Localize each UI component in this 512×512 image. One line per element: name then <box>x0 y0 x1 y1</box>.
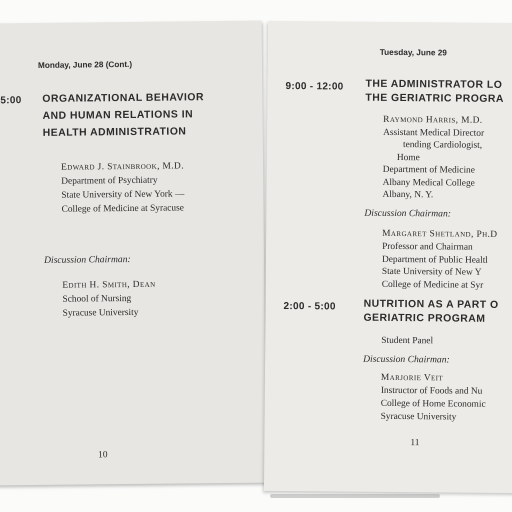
speaker-name: Raymond Harris, M.D. <box>383 114 483 126</box>
discussion-label: Discussion Chairman: <box>363 353 450 366</box>
speaker-affiliation: Albany, N. Y. <box>382 189 434 201</box>
session-title-line: ORGANIZATIONAL BEHAVIOR <box>42 92 205 105</box>
session-title-line: HEALTH ADMINISTRATION <box>42 126 187 139</box>
chairman-name: Margaret Shetland, Ph.D <box>382 228 498 240</box>
right-page <box>264 21 512 493</box>
chairman-affiliation: Syracuse University <box>380 411 457 423</box>
chairman-block <box>382 228 498 293</box>
page-number: 11 <box>410 438 420 449</box>
chairman-name: Marjorie Veit <box>380 372 444 384</box>
speaker-block <box>382 114 484 202</box>
right-page-header: Tuesday, June 29 <box>379 47 447 58</box>
discussion-label: Discussion Chairman: <box>364 207 452 220</box>
speaker-affiliation: Department of Psychiatry <box>61 175 158 187</box>
speaker-affiliation: Home <box>396 152 420 163</box>
chairman-block <box>62 278 156 321</box>
speaker-affiliation: College of Medicine at Syracuse <box>61 203 184 215</box>
session-time: 5:00 <box>0 95 22 107</box>
speaker-affiliation: tending Cardiologist, <box>402 140 483 151</box>
panel-label: Student Panel <box>381 335 434 347</box>
left-page <box>0 21 266 486</box>
session-title-line: GERIATRIC PROGRAM <box>363 312 486 325</box>
speaker-affiliation: State University of New York — <box>61 189 185 201</box>
chairman-affiliation: College of Medicine at Syr <box>381 280 484 291</box>
session-title-line: NUTRITION AS A PART O <box>363 298 499 311</box>
chairman-affiliation: Department of Public Healtl <box>381 254 488 266</box>
chairman-affiliation: Syracuse University <box>62 307 139 319</box>
chairman-name: Edith H. Smith, Dean <box>62 279 156 291</box>
session-time: 9:00 - 12:00 <box>285 81 344 93</box>
session-title-line: AND HUMAN RELATIONS IN <box>42 109 194 122</box>
speaker-block <box>61 159 185 216</box>
chairman-affiliation: Professor and Chairman <box>382 241 473 253</box>
chairman-affiliation: College of Home Economic <box>380 398 486 410</box>
session-time: 2:00 - 5:00 <box>283 301 336 313</box>
session-title-line: THE GERIATRIC PROGRA <box>365 92 504 105</box>
session-title <box>363 298 498 327</box>
chairman-block <box>381 372 486 425</box>
discussion-label: Discussion Chairman: <box>44 253 131 266</box>
page-number: 10 <box>98 450 108 461</box>
chairman-affiliation: State University of New Y <box>381 267 482 279</box>
chairman-affiliation: Instructor of Foods and Nu <box>380 385 483 397</box>
scan-smudge <box>270 494 440 498</box>
session-title <box>365 78 504 107</box>
chairman-affiliation: School of Nursing <box>62 293 132 305</box>
speaker-affiliation: Department of Medicine <box>382 164 475 176</box>
left-page-header: Monday, June 28 (Cont.) <box>37 59 133 70</box>
session-title-line: THE ADMINISTRATOR LO <box>365 78 503 91</box>
speaker-name: Edward J. Stainbrook, M.D. <box>61 161 184 173</box>
session-title <box>42 89 204 142</box>
speaker-affiliation: Albany Medical College <box>382 177 475 189</box>
speaker-affiliation: Assistant Medical Director <box>383 127 485 139</box>
